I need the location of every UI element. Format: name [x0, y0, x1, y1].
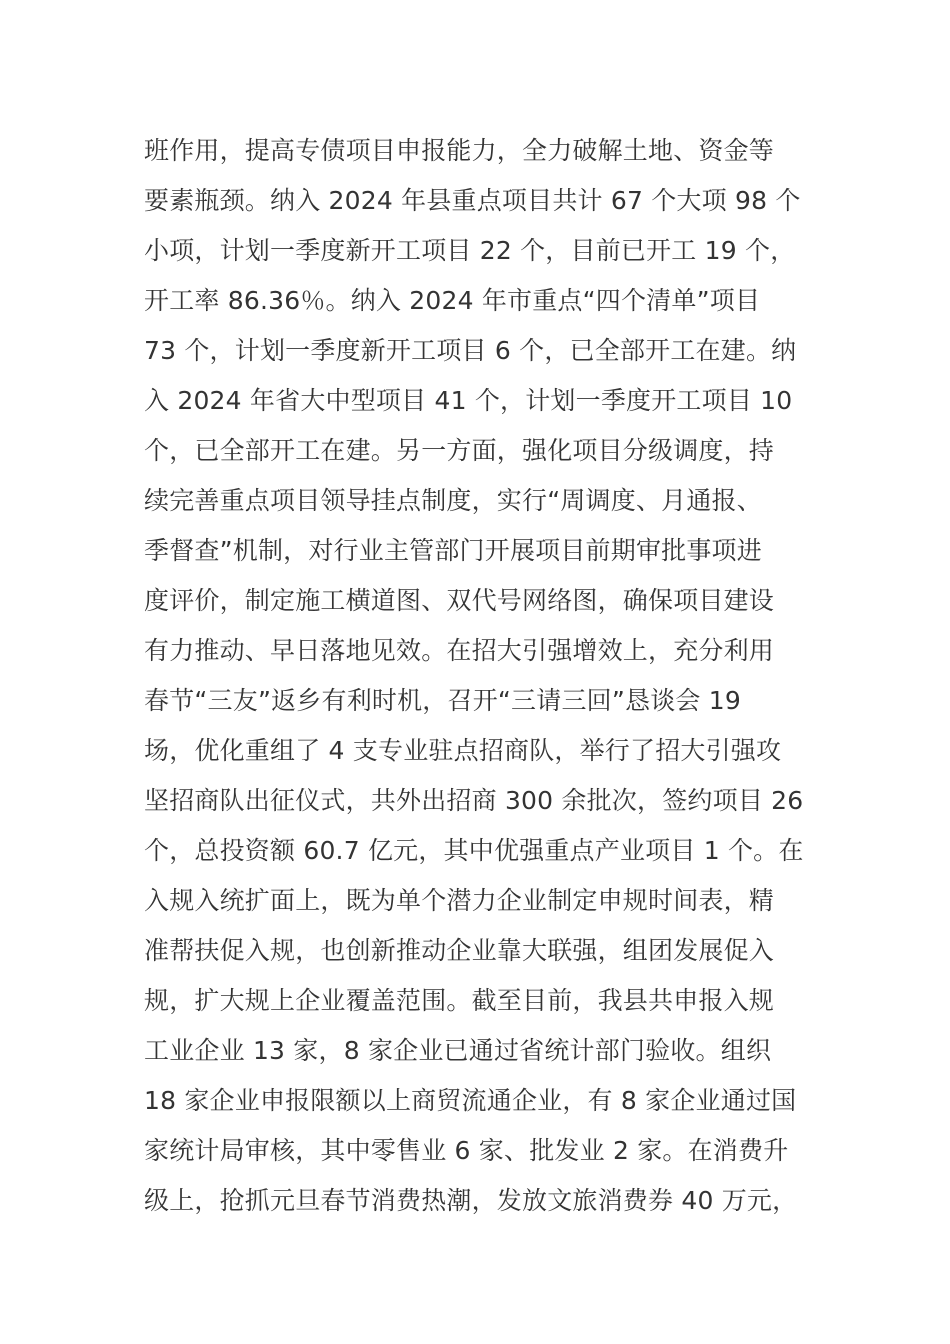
text-line: 个，总投资额 60.7 亿元，其中优强重点产业项目 1 个。在 — [144, 836, 804, 865]
text-line: 入规入统扩面上，既为单个潜力企业制定申规时间表，精 — [144, 886, 775, 915]
text-line: 春节“三友”返乡有利时机，召开“三请三回”恳谈会 19 — [144, 686, 741, 715]
text-line: 季督查”机制，对行业主管部门开展项目前期审批事项进 — [144, 536, 762, 565]
text-line: 坚招商队出征仪式，共外出招商 300 余批次，签约项目 26 — [144, 786, 804, 815]
text-line: 准帮扶促入规，也创新推动企业靠大联强，组团发展促入 — [144, 936, 775, 965]
text-line: 度评价，制定施工横道图、双代号网络图，确保项目建设 — [144, 586, 775, 615]
text-line: 小项，计划一季度新开工项目 22 个，目前已开工 19 个， — [144, 236, 796, 265]
text-line: 开工率 86.36％。纳入 2024 年市重点“四个清单”项目 — [144, 286, 761, 315]
text-line: 要素瓶颈。纳入 2024 年县重点项目共计 67 个大项 98 个 — [144, 186, 801, 215]
text-line: 工业企业 13 家，8 家企业已通过省统计部门验收。组织 — [144, 1036, 772, 1065]
text-line: 场，优化重组了 4 支专业驻点招商队，举行了招大引强攻 — [144, 736, 782, 765]
text-line: 有力推动、早日落地见效。在招大引强增效上，充分利用 — [144, 636, 775, 665]
text-line: 18 家企业申报限额以上商贸流通企业，有 8 家企业通过国 — [144, 1086, 797, 1115]
text-line: 续完善重点项目领导挂点制度，实行“周调度、月通报、 — [144, 486, 762, 515]
text-line: 入 2024 年省大中型项目 41 个，计划一季度开工项目 10 — [144, 386, 793, 415]
text-line: 73 个，计划一季度新开工项目 6 个，已全部开工在建。纳 — [144, 336, 797, 365]
text-line: 个，已全部开工在建。另一方面，强化项目分级调度，持 — [144, 436, 775, 465]
text-line: 规，扩大规上企业覆盖范围。截至目前，我县共申报入规 — [144, 986, 775, 1015]
text-line: 家统计局审核，其中零售业 6 家、批发业 2 家。在消费升 — [144, 1136, 789, 1165]
text-line: 班作用，提高专债项目申报能力，全力破解土地、资金等 — [144, 136, 775, 165]
text-line: 级上，抢抓元旦春节消费热潮，发放文旅消费券 40 万元， — [144, 1186, 798, 1215]
body-paragraph — [144, 126, 814, 1226]
